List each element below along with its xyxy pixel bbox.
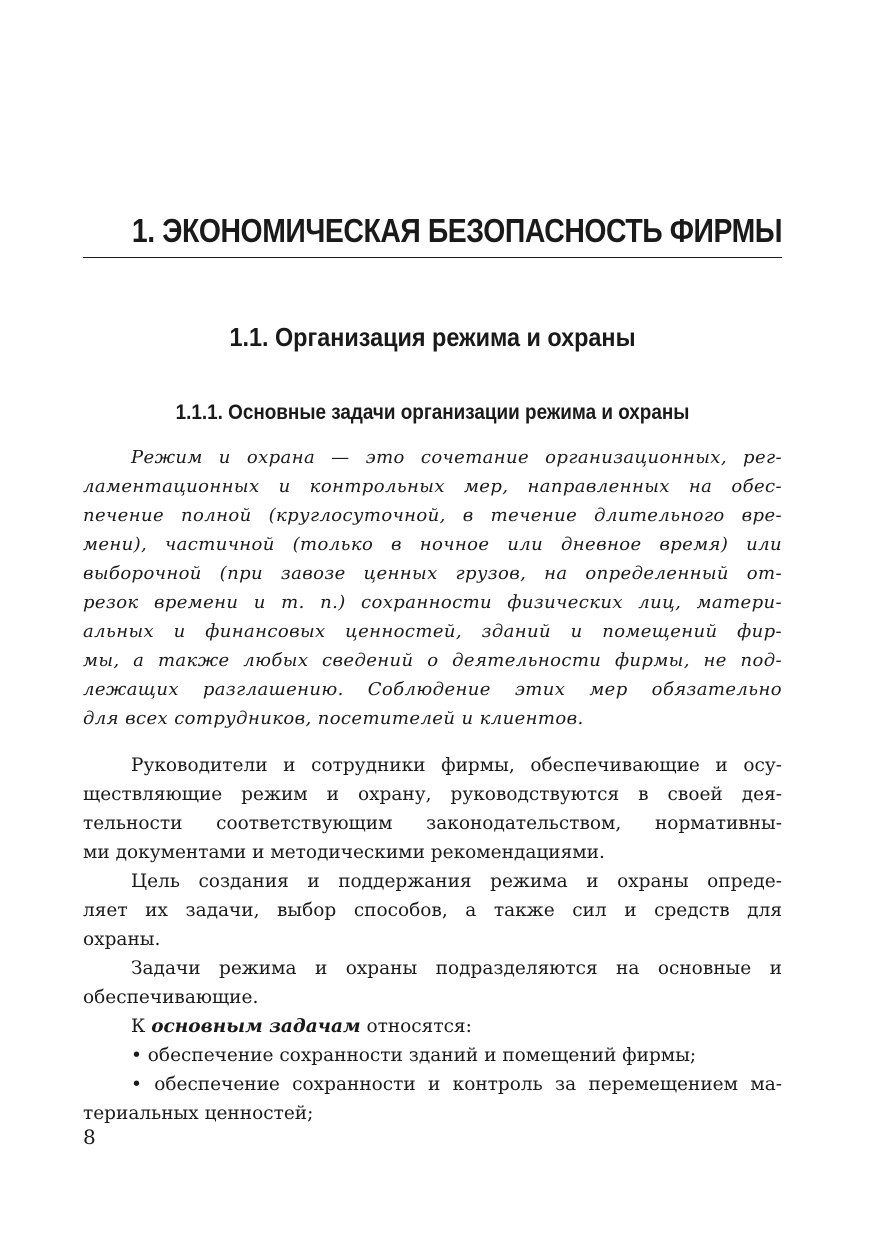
trail-text: относятся: xyxy=(360,1016,472,1037)
paragraph xyxy=(83,954,782,1012)
paragraph-line: Цель создания и поддержания режима и охраны опреде- xyxy=(131,871,782,892)
definition-line: печение полной (круглосуточной, в течение длительного вре- xyxy=(83,505,782,526)
emphasis-text: основным задачам xyxy=(151,1016,361,1037)
list-item xyxy=(83,1070,782,1128)
chapter-title: 1. ЭКОНОМИЧЕСКАЯ БЕЗОПАСНОСТЬ ФИРМЫ xyxy=(131,212,783,249)
list-item xyxy=(83,1041,782,1070)
list-item-line: • обеспечение сохранности и контроль за перемещением ма- xyxy=(131,1074,782,1095)
paragraph-line: Задачи режима и охраны подразделяются на основные и xyxy=(131,958,782,979)
definition-line: Режим и охрана — это сочетание организационных, рег- xyxy=(131,447,782,468)
paragraph-line xyxy=(83,1012,782,1041)
definition-line: лежащих разглашению. Соблюдение этих мер обязательно xyxy=(83,679,782,700)
chapter-rule xyxy=(83,257,782,258)
section-title: 1.1. Организация режима и охраны xyxy=(229,322,636,352)
paragraph-line: тельности соответствующим законодательством, нормативны- xyxy=(83,813,782,834)
definition-line: ламентационных и контрольных мер, направленных на обес- xyxy=(83,476,782,497)
definition-line: мени), частичной (только в ночное или дневное время) или xyxy=(83,534,782,555)
paragraph xyxy=(83,867,782,954)
paragraph-line: ми документами и методическими рекомендациями. xyxy=(83,842,605,863)
definition-line: альных и финансовых ценностей, зданий и помещений фир- xyxy=(83,621,782,642)
paragraph-line: Руководители и сотрудники фирмы, обеспечивающие и осу- xyxy=(131,755,782,776)
paragraph-line: обеспечивающие. xyxy=(83,987,259,1008)
definition-line: резок времени и т. п.) сохранности физических лиц, матери- xyxy=(83,592,782,613)
body-text xyxy=(83,751,782,1128)
paragraph xyxy=(83,1012,782,1041)
paragraph-line: охраны. xyxy=(83,929,161,950)
page-number: 8 xyxy=(83,1125,96,1149)
definition-paragraph xyxy=(83,443,782,733)
paragraph-line: ляет их задачи, выбор способов, а также сил и средств для xyxy=(83,900,782,921)
definition-line: мы, а также любых сведений о деятельности фирмы, не под- xyxy=(83,650,782,671)
definition-line: выборочной (при завозе ценных грузов, на определенный от- xyxy=(83,563,782,584)
list-item-line: териальных ценностей; xyxy=(83,1103,314,1124)
definition-line: для всех сотрудников, посетителей и клиентов. xyxy=(83,708,584,729)
paragraph-line: ществляющие режим и охрану, руководствуются в своей дея- xyxy=(83,784,782,805)
bullet-list xyxy=(83,1041,782,1128)
lead-text: К xyxy=(131,1016,152,1037)
paragraph xyxy=(83,751,782,867)
list-item-line: • обеспечение сохранности зданий и помещений фирмы; xyxy=(131,1045,697,1066)
subsection-title: 1.1.1. Основные задачи организации режима и охраны xyxy=(175,401,690,424)
